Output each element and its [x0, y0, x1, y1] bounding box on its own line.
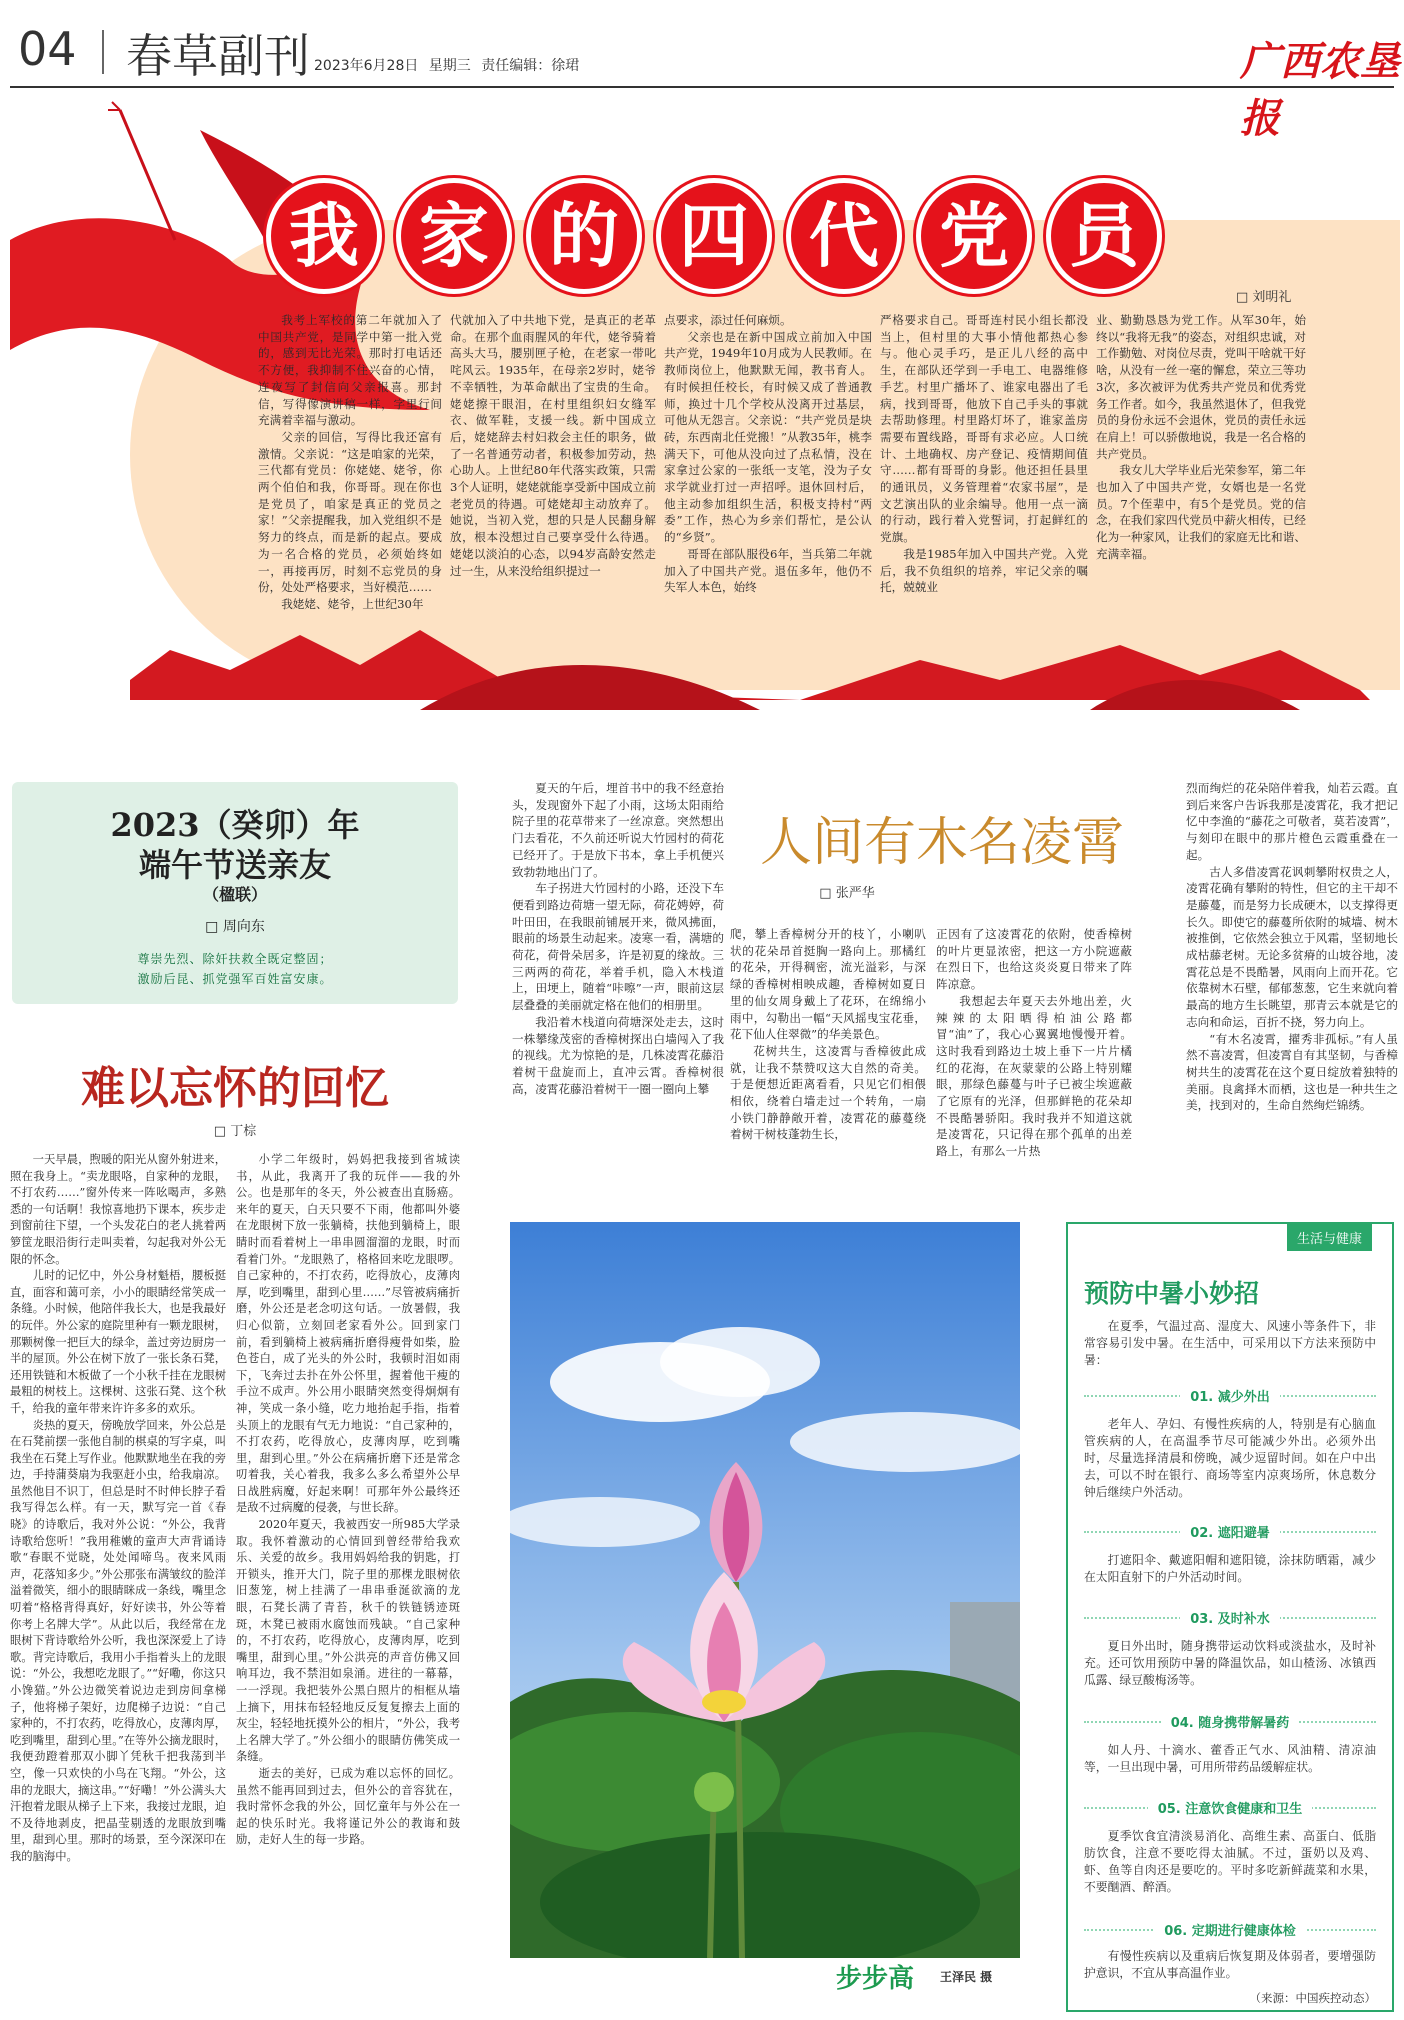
- paragraph: 烈而绚烂的花朵陪伴着我，灿若云霞。直到后来客户告诉我那是凌霄花，我才把记忆中李渔的“藤花之可敬者，莫若凌霄”，与刻印在眼中的那片橙色云霞重叠在一起。: [1186, 781, 1398, 862]
- feature1-col-3: [664, 312, 872, 596]
- feature3-title: 人间有木名凌霄: [759, 813, 1124, 873]
- tip-text: 老年人、孕妇、有慢性疾病的人，特别是有心脑血管疾病的人，在高温季节尽可能减少外出。必须外出时，尽量选择清晨和傍晚，减少逗留时间。如在户中出去，可以不时在银行、商场等室内凉爽场所，休息数分钟后继续户外活动。: [1084, 1417, 1376, 1499]
- tip-text: 打遮阳伞、戴遮阳帽和遮阳镜，涂抹防晒霜，减少在太阳直射下的户外活动时间。: [1084, 1553, 1376, 1584]
- tip-text: 有慢性疾病以及重病后恢复期及体弱者，要增强防护意识，不宜从事高温作业。: [1084, 1949, 1376, 1980]
- paragraph: 父亲的回信，写得比我还富有激情。父亲说：“这是咱家的光荣，三代都有党员：你姥姥、姥爷，你两个伯伯和我，你哥哥。现在你也是党员了，咱家是真正的党员之家！”父亲提醒我，加入党组织不是努力的终点，而是新的起点。要成为一名合格的党员，必须始终如一，再接再厉，时刻不忘党员的身份，处处严格要求，当好模范……: [258, 429, 442, 595]
- tip-heading: 04. 随身携带解暑药: [1068, 1712, 1392, 1731]
- paragraph: 我考上军校的第二年就加入了中国共产党，是同学中第一批入党的，感到无比光荣。那时打电话还不方便，我抑制不住兴奋的心情，连夜写了封信向父亲报喜。那封信，写得像演讲稿一样，字里行间充满着幸福与激动。: [258, 313, 442, 428]
- title-char: 家: [396, 178, 512, 294]
- dateline: 2023年6月28日 星期三 责任编辑：徐珺: [314, 58, 580, 74]
- paragraph: 业、勤勤恳恳为党工作。从军30年，始终以“我将无我”的姿态，对组织忠诚，对工作勤勉、对岗位尽责，党叫干啥就干好啥，从没有一丝一毫的懈怠，荣立三等功3次，多次被评为优秀共产党员和优秀党务工作者。如今，我虽然退休了，但我党员的身份永远不会退休，党员的责任永远在肩上！可以骄傲地说，我是一名合格的共产党员。: [1096, 313, 1306, 461]
- tip-text: 夏日外出时，随身携带运动饮料或淡盐水，及时补充。还可饮用预防中暑的降温饮品，如山楂汤、冰镇西瓜露、绿豆酸梅汤等。: [1084, 1639, 1376, 1687]
- paragraph: 父亲也是在新中国成立前加入中国共产党，1949年10月成为人民教师。在教师岗位上，他默默无闻，教书育人。有时候担任校长，有时候又成了普通教师，换过十几个学校从没离开过基层，可他从无怨言。父亲说：“共产党员是块砖，东西南北任党搬！”从教35年，桃李满天下，可他从没向过了点私情，没在家拿过公家的一张纸一支笔，没为子女求学就业打过一声招呼。退休回村后，他主动参加组织生活，积极支持村“两委”工作，热心为乡亲们帮忙，是公认的“乡贤”。: [664, 329, 872, 545]
- feature2-author: □ 丁棕: [213, 1124, 257, 1139]
- header-rule: [10, 86, 1394, 88]
- feature1-col-1: [258, 312, 442, 613]
- page-number: 04: [18, 22, 77, 76]
- lotus-photo: [510, 1222, 1020, 1958]
- feature-title: [266, 178, 1162, 294]
- paragraph: 小学二年级时，妈妈把我接到省城读书，从此，我离开了我的玩伴——我的外公。也是那年的冬天，外公被查出直肠癌。来年的夏天，白天只要不下雨，他都叫外婆在龙眼树下放一张躺椅，扶他到躺椅上，眼睛时而看着树上一串串圆溜溜的龙眼，时而看着门外。“龙眼熟了，格格回来吃龙眼啰。自己家种的，不打农药，吃得放心，皮薄肉厚，吃到嘴里，甜到心里……”尽管被病痛折磨，外公还是老念叨这句话。一放暑假，我归心似箭，立刻回老家看外公。回到家门前，看到躺椅上被病痛折磨得瘦骨如柴，脸色苍白，成了光头的外公时，我顿时泪如雨下，飞奔过去扑在外公怀里，握着他干瘦的手泣不成声。外公用小眼睛突然变得炯炯有神，笑成一条小缝，吃力地抬起手指，指着头顶上的龙眼有气无力地说：“自己家种的，不打农药，吃得放心，皮薄肉厚，吃到嘴里，甜到心里。”外公在病痛折磨下还是常念叨着我，关心着我，我多么多么希望外公早日战胜病魔，好起来啊！可那年外公最终还是敌不过病魔的侵袭，与世长辞。: [236, 1153, 460, 1515]
- paragraph: 爬，攀上香樟树分开的枝丫，小喇叭状的花朵昂首挺胸一路向上。那橘红的花朵，开得稠密，流光溢彩，与深绿的香樟树相映成趣，香樟树如夏日里的仙女周身戴上了花环，在绵绵小雨中，勾勒出一幅“天风摇曳宝花垂，花下仙人住翠微”的华美景色。: [730, 927, 926, 1042]
- feature1-col-4: [880, 312, 1088, 596]
- tip-heading: 05. 注意饮食健康和卫生: [1068, 1798, 1392, 1817]
- couplet-author: □ 周向东: [205, 919, 265, 935]
- couplet-line-2: 激励后昆、抓党强军百姓富安康。: [137, 972, 333, 986]
- couplet-line-1: 尊崇先烈、除奸扶救全既定整固；: [137, 952, 333, 966]
- feature2-title: 难以忘怀的回忆: [81, 1063, 389, 1114]
- paragraph: 我是1985年加入中国共产党。入党后，我不负组织的培养，牢记父亲的嘱托，兢兢业: [880, 546, 1088, 595]
- feature2-col-2: [236, 1152, 460, 1849]
- section-title: 春草副刊: [126, 29, 310, 83]
- title-char: 的: [526, 178, 642, 294]
- paragraph: 逝去的美好，已成为难以忘怀的回忆。虽然不能再回到过去，但外公的音容犹在，我时常怀念我的外公，回忆童年与外公在一起的快乐时光。我将谨记外公的教诲和鼓励，走好人生的每一步路。: [236, 1766, 460, 1847]
- feature3-col-a: [512, 780, 724, 1097]
- paragraph: 2020年夏天，我被西安一所985大学录取。我怀着激动的心情回到曾经带给我欢乐、关爱的故乡。我用妈妈给我的钥匙，打开锁头，推开大门，院子里的那棵龙眼树依旧葱笼，树上挂满了一串串垂涎欲滴的龙眼，石凳长满了青苔，秋千的铁链锈迹斑斑，木凳已被雨水腐蚀而残缺。“自己家种的，不打农药，吃得放心，皮薄肉厚，吃到嘴里，甜到心里。”外公洪亮的声音仿佛又回响耳边，我不禁泪如泉涌。进往的一幕幕，一一浮现。我把装外公黑白照片的相框从墙上摘下，用抹布轻轻地反反复复擦去上面的灰尘，轻轻地抚摸外公的相片，“外公，我考上名牌大学了。”外公细小的眼睛仿佛笑成一条缝。: [236, 1518, 460, 1764]
- photo-caption: 步步高: [836, 1964, 915, 1994]
- feature3-col-d: [1186, 780, 1398, 1114]
- feature1-author: □ 刘明礼: [1236, 290, 1292, 305]
- tip-text: 夏季饮食宜清淡易消化、高维生素、高蛋白、低脂肪饮食，注意不要吃得太油腻。不过，蛋奶以及鸡、虾、鱼等自肉还是要吃的。平时多吃新鲜蔬菜和水果，不要酗酒、醉酒。: [1084, 1829, 1376, 1894]
- masthead-logo: 广西农垦报: [1240, 38, 1400, 142]
- couplet-title: 2023（癸卯）年: [110, 806, 360, 844]
- couplet-box: [12, 782, 458, 1004]
- paragraph: 点要求，添过任何麻烦。: [664, 313, 792, 327]
- feature3-col-c: [936, 926, 1132, 1160]
- header-divider: [102, 30, 104, 74]
- paragraph: 古人多借凌霄花讽刺攀附权贵之人，凌霄花确有攀附的特性，但它的主干却不是藤蔓，而是努力长成硬木，以支撑得更长久。即使它的藤蔓所依附的城墙、树木被推倒，它依然会独立于风霜，坚韧地长成枯藤老树。无论多贫瘠的山坡谷地，凌霄花总是不畏酷暑，风雨向上而开花。它依靠树木石壁，郁郁葱葱，它生来就向着最高的地方生长眺望，那青云本就是它的志向和命运，百折不挠，努力向上。: [1186, 864, 1398, 1029]
- feature3-col-b: [730, 926, 926, 1143]
- health-sidebar: [1066, 1222, 1394, 2012]
- paragraph: 我想起去年夏天去外地出差，火辣辣的太阳晒得柏油公路都冒“油”了，我心心翼翼地慢慢开着。这时我看到路边土坡上垂下一片片橘红的花海，在灰蒙蒙的公路上特别耀眼，那绿色藤蔓与叶子已被尘埃遮蔽了它原有的光泽，但那鲜艳的花朵却不畏酷暑骄阳。我时我并不知道这就是凌霄花，只记得在那个孤单的出差路上，有那么一片热: [936, 993, 1132, 1159]
- paragraph: 我姥姥、姥爷，上世纪30年: [281, 596, 424, 611]
- couplet-type: （楹联）: [202, 885, 267, 904]
- health-badge: 生活与健康: [1287, 1224, 1372, 1251]
- paragraph: 哥哥在部队服役6年，当兵第二年就加入了中国共产党。退伍多年，他仍不失军人本色，始终: [664, 546, 872, 595]
- title-char: 代: [786, 178, 902, 294]
- feature1-col-5: [1096, 312, 1306, 563]
- tip-heading: 03. 及时补水: [1068, 1608, 1392, 1627]
- paragraph: “有木名凌霄，擢秀非孤标。”有人虽然不喜凌霄，但凌霄自有其坚韧，与香樟树共生的凌霄花在这个夏日绽放着独特的美丽。良禽择木而栖，这也是一种共生之美，找到对的，生命自然绚烂锦绣。: [1186, 1031, 1398, 1113]
- paragraph: 代就加入了中共地下党，是真正的老革命。在那个血雨腥风的年代，姥爷骑着高头大马，腰别匣子枪，在老家一带叱咤风云。1935年，在母亲2岁时，姥爷不幸牺牲，为革命献出了宝贵的生命。姥姥擦干眼泪，在村里组织妇女缝军衣、做军鞋，支援一线。新中国成立后，姥姥辞去村妇救会主任的职务，做了一名普通劳动者，积极参加劳动，热心助人。上世纪80年代落实政策，只需3个人证明，姥姥就能享受新中国成立前老党员的待遇。可姥姥却主动放弃了。她说，当初入党，想的只是人民翻身解放，根本没想过自己要享受什么待遇。姥姥以淡泊的心态，以94岁高龄安然走过一生，从来没给组织提过一: [450, 313, 656, 578]
- title-char: 四: [656, 178, 772, 294]
- tip-heading: 06. 定期进行健康体检: [1068, 1920, 1392, 1939]
- paragraph: 夏天的午后，埋首书中的我不经意抬头，发现窗外下起了小雨，这场太阳雨给院子里的花草带来了一丝凉意。突然想出门去看花，不久前还听说大竹园村的荷花已经开了。于是放下书本，拿上手机便兴致勃勃地出门了。: [512, 781, 724, 879]
- paragraph: 花树共生，这凌霄与香樟彼此成就，让我不禁赞叹这大自然的奇美。于是便想近距离看看，只见它们相偎相依，绕着白墙走过一个转角，一扇小铁门静静敞开着，凌霄花的藤蔓绕着树干树枝蓬勃生长，: [730, 1043, 926, 1142]
- paragraph: 在夏季，气温过高、湿度大、风速小等条件下，非常容易引发中暑。在生活中，可采用以下方法来预防中暑：: [1084, 1319, 1376, 1367]
- health-intro: [1084, 1318, 1376, 1369]
- tip-text: 如人丹、十滴水、藿香正气水、风油精、清凉油等，一旦出现中暑，可用所带药品缓解症状。: [1084, 1743, 1376, 1774]
- health-source: （来源：中国疾控动态）: [1249, 1991, 1376, 2005]
- paragraph: 车子拐进大竹园村的小路，还没下车便看到路边荷塘一望无际，荷花娉婷，荷叶田田，在我眼前铺展开来，微风拂面，眼前的场景生动起来。凌寒一看，满塘的荷花，荷骨朵居多，许是初夏的缘故。三三两两的荷花，举着手机，隐入木栈道上，田埂上，随着“咔嚓”一声，眼前这层层叠叠的美丽就定格在他们的相册里。: [512, 881, 724, 1013]
- tip-heading: 02. 遮阳避暑: [1068, 1522, 1392, 1541]
- paragraph: 严格要求自己。哥哥连村民小组长都没当上，但村里的大事小情他都热心参与。他心灵手巧，是正儿八经的高中生，在部队还学到一手电工、电器维修手艺。村里广播坏了、谁家电器出了毛病，找到哥哥，他放下自己手头的事就去帮助修理。村里路灯坏了，谁家盖房需要布置线路，哥哥有求必应。人口统计、土地确权、房产登记、疫情期间值守……都有哥哥的身影。他还担任县里的通讯员，义务管理着“农家书屋”，是文艺演出队的业余编导。他用一点一滴的行动，践行着入党誓词，打起鲜红的党旗。: [880, 313, 1088, 545]
- title-char: 党: [916, 178, 1032, 294]
- title-char: 员: [1046, 178, 1162, 294]
- tip-heading: 01. 减少外出: [1068, 1386, 1392, 1405]
- paragraph: 我沿着木栈道向荷塘深处走去，这时一株攀缘茂密的香樟树探出白墙闯入了我的视线。尤为惊艳的是，几株凌霄花藤沿着树干盘旋而上，直冲云霄。香樟树很高，凌霄花藤沿着树干一圈一圈向上攀: [512, 1014, 724, 1096]
- feature1-col-2: [450, 312, 656, 579]
- title-char: 我: [266, 178, 382, 294]
- feature3-author: □ 张严华: [819, 886, 875, 901]
- paragraph: 炎热的夏天，傍晚放学回来，外公总是在石凳前摆一张他自制的棋桌的写字桌，叫我坐在石凳上写作业。他默默地坐在我的旁边，手持蒲葵扇为我驱赶小虫，给我扇凉。虽然他目不识丁，但总是时不时伸长脖子看我写得怎么样。有一天，默写完一首《春晓》的诗歌后，我对外公说：“外公，我背诗歌给您听！”我用稚嫩的童声大声背诵诗歌“春眠不觉晓，处处闻啼鸟。夜来风雨声，花落知多少。”外公那张布满皱纹的脸洋溢着微笑，细小的眼睛眯成一条线，嘴里念叨着“格格背得真好，好好读书，外公等着你考上名牌大学”。从此以后，我经常在龙眼树下背诗歌给外公听，我也深深爱上了诗歌。背完诗歌后，我用小手指着头上的龙眼说：“外公，我想吃龙眼了。”“好嘞，你这只小馋猫。”外公边微笑着说边走到房间拿梯子，他将梯子架好，边爬梯子边说：“自己家种的，不打农药，吃得放心，皮薄肉厚，吃到嘴里，甜到心里。”在等外公摘龙眼时，我便劲蹬着那双小脚丫凭秋千把我荡到半空，像一只欢快的小鸟在飞翔。“外公，这串的龙眼大，摘这串。”“好嘞！”外公满头大汗抱着龙眼从梯子上下来，我接过龙眼，迫不及待地剥皮，把晶莹剔透的龙眼放到嘴里，甜到心里。那时的场景，至今深深印在我的脑海中。: [10, 1418, 226, 1863]
- paragraph: 我女儿大学毕业后光荣参军，第二年也加入了中国共产党，女婿也是一名党员。7个侄辈中，有5个是党员。党的信念，在我们家四代党员中薪火相传，已经化为一种家风，让我们的家庭无比和谐、充满幸福。: [1096, 463, 1306, 561]
- photo-credit: 王泽民 摄: [940, 1970, 993, 1984]
- paragraph: 一天早晨，煦暖的阳光从窗外射进来，照在我身上。“卖龙眼咯，自家种的龙眼，不打农药……”窗外传来一阵吆喝声，多熟悉的一句话啊！我惊喜地扔下课本，疾步走到窗前往下望，一个头发花白的老人挑着两箩筐龙眼沿街行走叫卖着，勾起我对外公无限的怀念。: [10, 1153, 226, 1266]
- health-title: 预防中暑小妙招: [1084, 1279, 1260, 1308]
- feature2-col-1: [10, 1152, 226, 1866]
- paragraph: 儿时的记忆中，外公身材魁梧，腰板挺直，面容和蔼可亲，小小的眼睛经常笑成一条缝。小时候，他陪伴我长大，也是我最好的玩伴。外公家的庭院里种有一颗龙眼树，那颗树像一把巨大的绿伞，盖过旁边厨房一半的屋顶。外公在树下放了一张长条石凳，还用铁链和木板做了一个小秋千挂在龙眼树最粗的树枝上。这棵树、这张石凳、这个秋千，给我的童年带来许许多多的欢乐。: [10, 1269, 226, 1415]
- couplet-title-2: 端午节送亲友: [138, 846, 331, 884]
- paragraph: 正因有了这凌霄花的依附，使香樟树的叶片更显浓密，把这一方小院遮蔽在烈日下，也给这炎炎夏日带来了阵阵凉意。: [936, 927, 1132, 992]
- page-header: [0, 0, 1404, 142]
